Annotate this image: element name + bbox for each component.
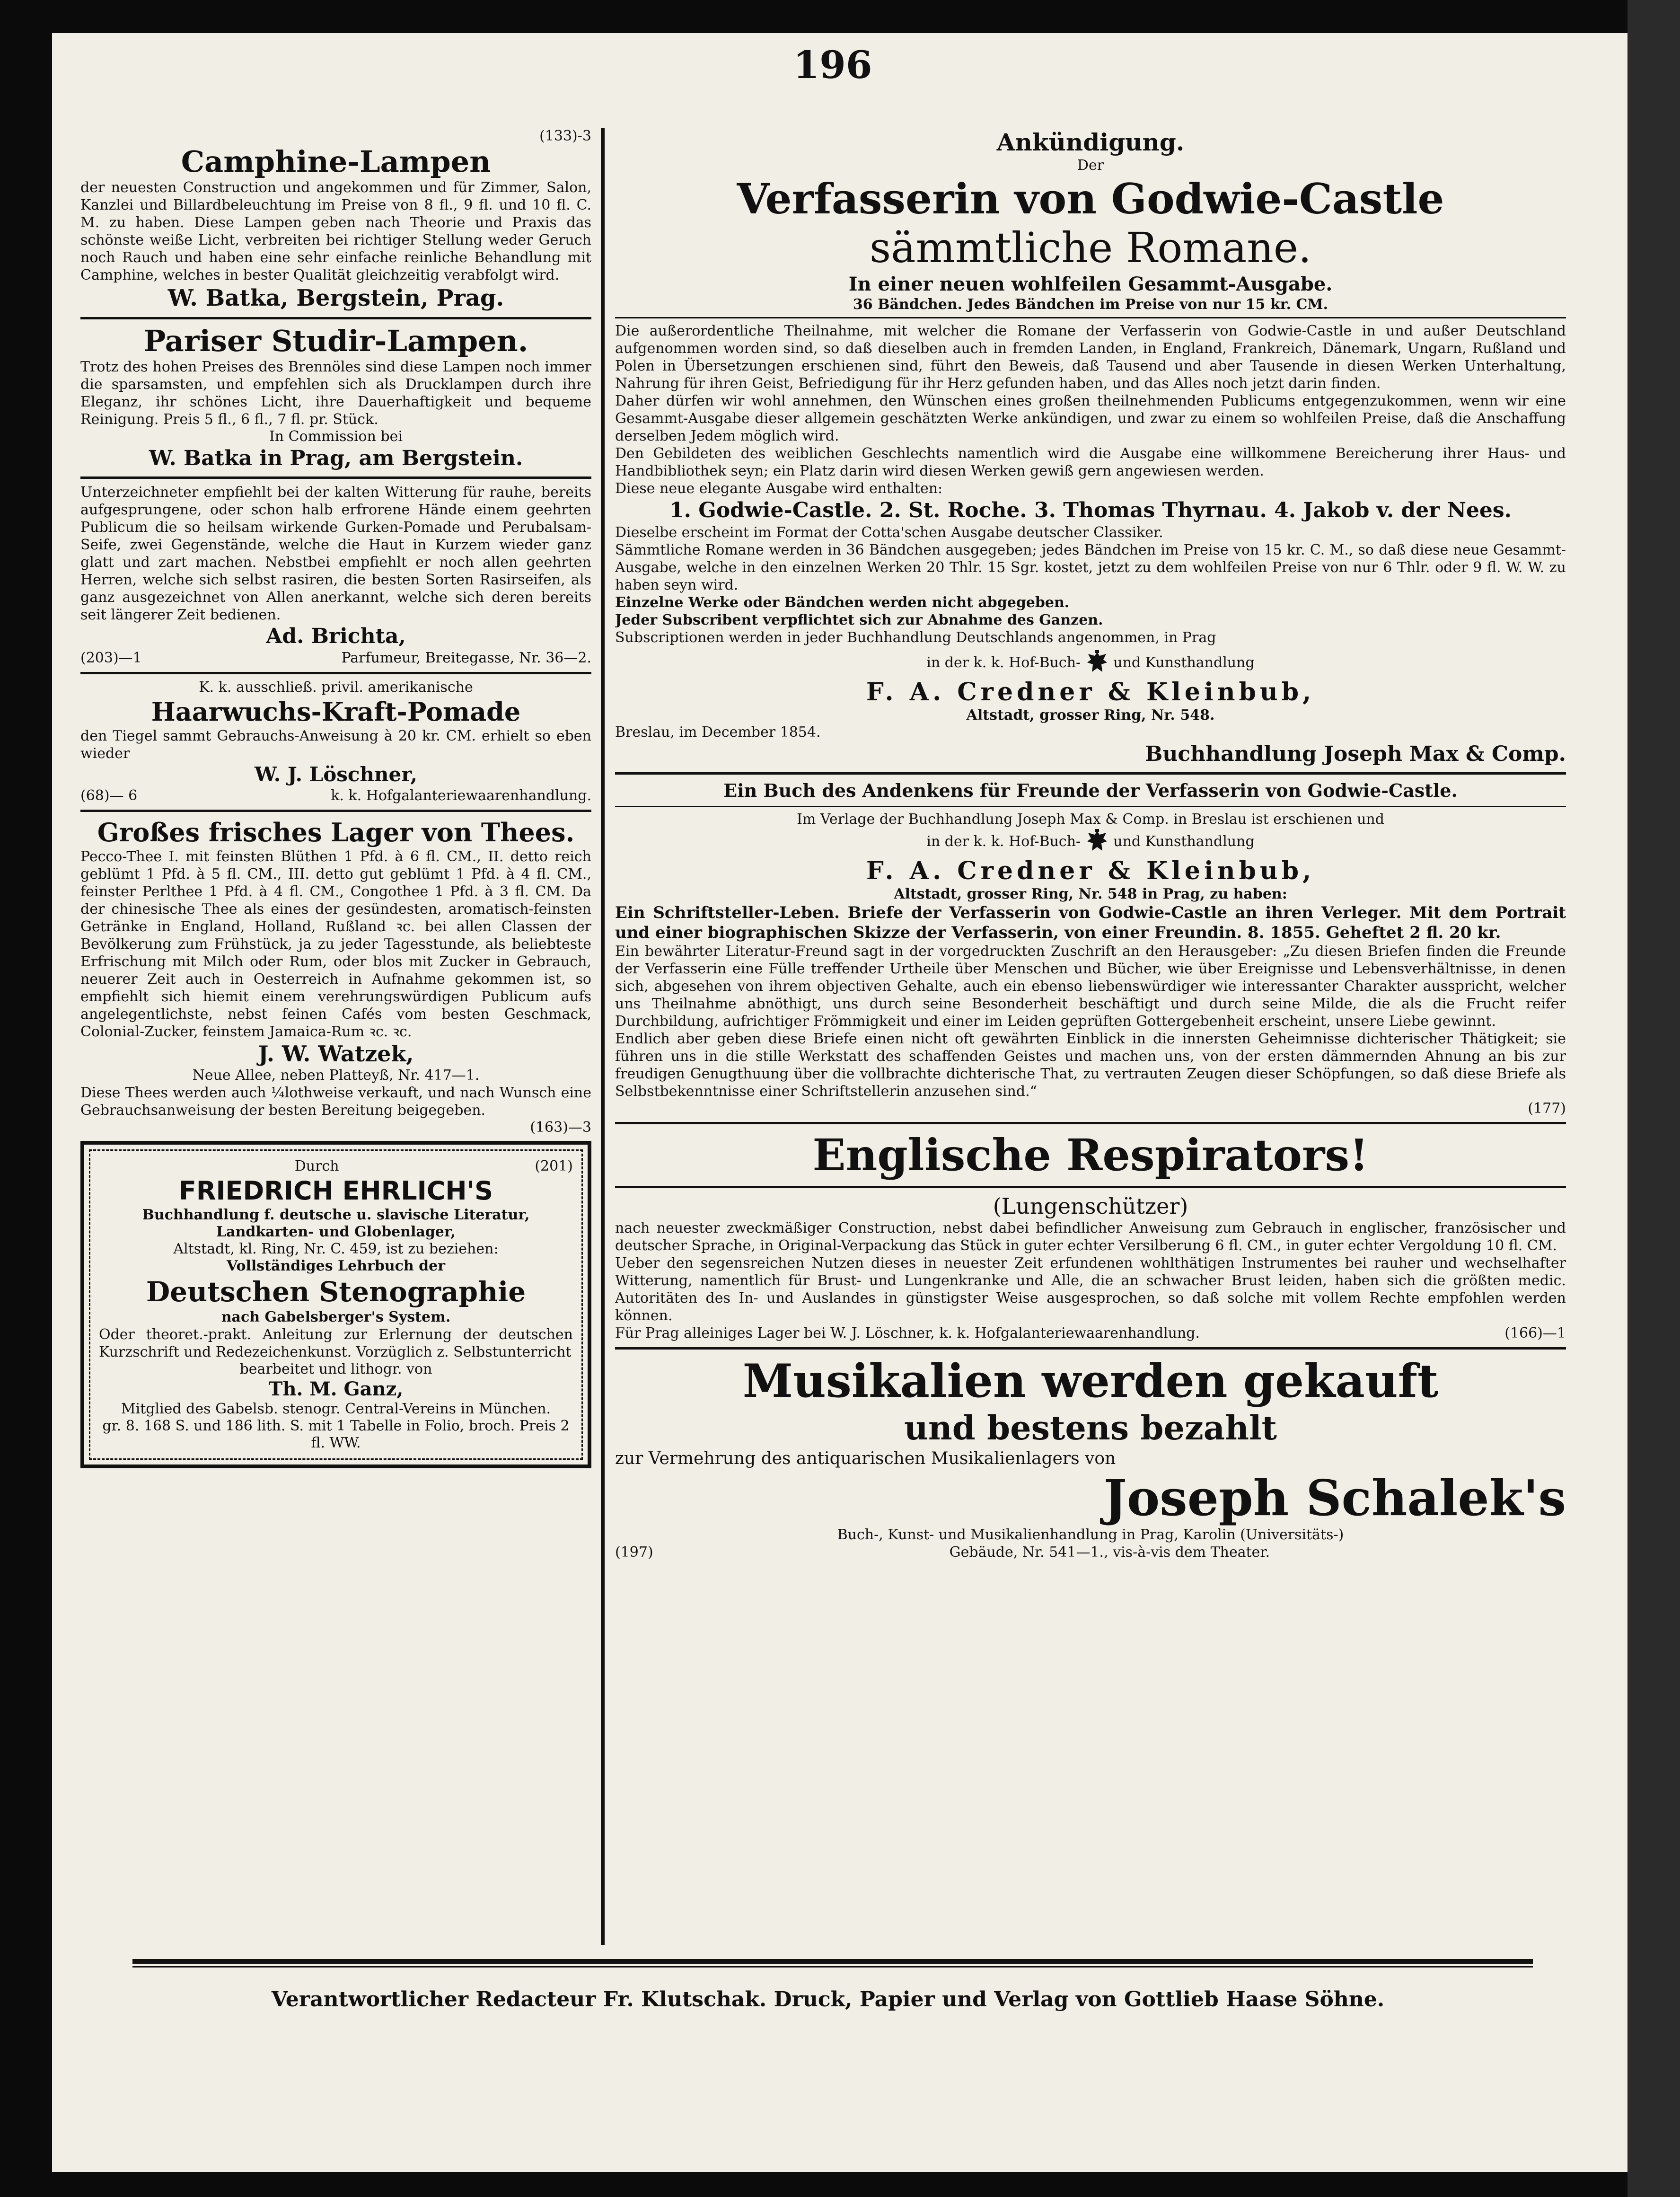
imprint-footer: Verantwortlicher Redacteur Fr. Klutschak. Druck, Papier und Verlag von Gottlieb Haase Söhne. — [271, 1987, 1385, 2012]
ad-shop: Buchhandlung f. deutsche u. slavische Literatur, Landkarten- und Globenlager, — [142, 1207, 530, 1240]
ad-author-pre: bearbeitet und lithogr. von — [239, 1361, 432, 1377]
ad-haarwuchs — [80, 679, 591, 805]
footer-rule-thin — [132, 1966, 1533, 1968]
ad-ankuendigung — [615, 128, 1566, 768]
page-number: 196 — [793, 43, 872, 87]
divider — [80, 672, 591, 674]
ad-gurken-pomade — [80, 484, 591, 667]
ad-text: Oder theoret.-prakt. Anleitung zur Erlernung der deutschen Kurzschrift und Redezeichenkunst. Vorzüglich z. Selbstunterricht — [99, 1326, 573, 1360]
ad-head-row — [99, 1157, 573, 1175]
ad-title: Camphine-Lampen — [181, 144, 491, 179]
ad-text2: Mitglied des Gabelsb. stenogr. Central-Vereins in München. — [121, 1401, 551, 1417]
ad-place: Breslau, im December 1854. — [615, 724, 821, 741]
ad-verlag: Im Verlage der Buchhandlung Joseph Max & Comp. in Breslau ist erschienen und — [797, 811, 1384, 828]
ad-para: Ueber den segensreichen Nutzen dieses in neuester Zeit erfundenen wohlthätigen Instrumentes bei rauher und wechselhafter Witterung, namentlich für Brust- und Lungenkranke und Alle, die an schwacher Brust leiden, haben sich die größten medic. Autoritäten des In- und Auslandes in günstigster Weise ausgesprochen, so daß solche mit vollem Rechte empfohlen werden können. — [615, 1255, 1566, 1324]
ad-text: Trotz des hohen Preises des Brennöles sind diese Lampen noch immer die sparsamsten, und empfehlen sich als Drucklampen durch ihre Eleganz, ihr schönes Licht, ihre Dauerhaftigkeit und bequeme Reinigung. Preis 5 fl., 6 fl., 7 fl. pr. Stück. — [80, 359, 591, 428]
hof-right: und Kunsthandlung — [1113, 654, 1255, 671]
page-dark-edge — [1627, 0, 1680, 2197]
ad-footer-row — [615, 1544, 1566, 1562]
ad-para: Den Gebildeten des weiblichen Geschlechts namentlich wird die Ausgabe eine willkommene Bereicherung ihrer Haus- und Handbibliothek seyn; ein Platz darin wird diesen Werken gewiß gern angewiesen werden. — [615, 445, 1566, 479]
ad-text: der neuesten Construction und angekommen und für Zimmer, Salon, Kanzlei und Billardbeleuchtung im Preise von 8 fl., 9 fl. und 10 fl. C. M. zu haben. Diese Lampen geben nach Theorie und Praxis das schönste weiße Licht, verbreiten bei richtiger Stellung weder Geruch noch Rauch und haben eine sehr einfache reinliche Behandlung mit Camphine, welches in bester Qualität gleichzeitig verabfolgt wird. — [80, 179, 591, 283]
ad-footer-row — [80, 787, 591, 805]
ad-title: Deutschen Stenographie — [146, 1276, 526, 1308]
ad-headline-2: sämmtliche Romane. — [869, 223, 1312, 272]
left-column — [80, 128, 591, 1945]
ad-camphine — [80, 128, 591, 312]
ad-para: Endlich aber geben diese Briefe einen nicht oft gewährten Einblick in die innersten Geheimnisse dichterischer Thätigkeit; sie führen uns in die stille Werkstatt des schaffenden Geistes und machen uns, von der ersten dämmernden Ahnung an bis zur freudigen Genugthuung über die vollbrachte dichterische That, zu vertrauten Zeugen dieser Schöpfungen, so daß diese Briefe als Selbstbekenntnisse einer Schriftstellerin anzusehen sind.“ — [615, 1031, 1566, 1100]
ad-andenken — [615, 779, 1566, 1117]
ad-title: Englische Respirators! — [812, 1129, 1369, 1181]
ad-name: FRIEDRICH EHRLICH'S — [179, 1176, 493, 1206]
ad-firm: Ad. Brichta, — [266, 624, 406, 648]
ad-address: Altstadt, kl. Ring, Nr. C. 459, ist zu beziehen: — [173, 1241, 499, 1257]
divider — [615, 1186, 1566, 1188]
ad-para: Einzelne Werke oder Bändchen werden nicht abgegeben. — [615, 594, 1070, 611]
ad-footer-row — [615, 1324, 1566, 1342]
ad-firm: W. Batka, Bergstein, Prag. — [167, 285, 504, 311]
ad-headline: Verfasserin von Godwie-Castle — [737, 174, 1444, 223]
ad-para: Daher dürfen wir wohl annehmen, den Wünschen eines großen theilnehmenden Publicums entgegenzukommen, wenn wir eine Gesammt-Ausgabe dieser allgemein geschätzten Werke ankündigen, und zwar zu einem so wohlfeilen Preise, daß die Anschaffung derselben Jedem möglich wird. — [615, 393, 1566, 444]
ad-text: den Tiegel sammt Gebrauchs-Anweisung à 20 kr. CM. erhielt so eben wieder — [80, 728, 591, 762]
ad-firm: F. A. Credner & Kleinbub, — [866, 678, 1315, 706]
ad-ehrlich — [89, 1149, 583, 1460]
ad-title: Pariser Studir-Lampen. — [143, 324, 528, 358]
ad-ref: (177) — [1528, 1100, 1566, 1117]
ad-text: Pecco-Thee I. mit feinsten Blüthen 1 Pfd. à 6 fl. CM., II. detto reich geblümt 1 Pfd. à 5 fl. CM., III. detto gut geblümt 1 Pfd. à 4 fl. CM., feinster Perlthee 1 Pfd. à 4 fl. CM., Congothee 1 Pfd. à 3 fl. CM. Da der chinesische Thee als eines der gesündesten, aromatisch-feinsten Getränke in England, Holland, Rußland ꝛc. bei allen Classen der Bevölkerung zum Frühstück, ja zu jeder Tagesstunde, als beliebteste Erfrischung mit Milch oder Rum, oder blos mit Zucker in Gebrauch, neuerer Zeit auch in Oesterreich in Aufnahme gekommen ist, so empfiehlt sich hiemit einem verehrungswürdigen Publicum aufs angelegentlichste, nebst feinen Cafés vom besten Geschmack, Colonial-Zucker, feinstem Jamaica-Rum ꝛc. ꝛc. — [80, 848, 591, 1040]
ad-musikalien — [615, 1354, 1566, 1562]
ad-publisher: Buchhandlung Joseph Max & Comp. — [1145, 742, 1566, 766]
ad-ref: (166)—1 — [1504, 1325, 1566, 1341]
ad-firm: W. Batka in Prag, am Bergstein. — [149, 446, 523, 470]
ad-firm: F. A. Credner & Kleinbub, — [866, 856, 1315, 885]
ad-title: Großes frisches Lager von Thees. — [97, 817, 575, 847]
ad-durch: Durch — [294, 1158, 339, 1174]
ad-title: Haarwuchs-Kraft-Pomade — [151, 697, 521, 727]
ad-commission: In Commission bei — [269, 428, 403, 445]
column-divider — [601, 128, 605, 1945]
ad-para: Subscriptionen werden in jeder Buchhandlung Deutschlands angenommen, in Prag — [615, 629, 1216, 646]
ad-headline-3: In einer neuen wohlfeilen Gesammt-Ausgabe. — [848, 273, 1333, 295]
ad-firm: J. W. Watzek, — [258, 1041, 414, 1067]
ad-ref: (197) — [615, 1544, 653, 1561]
ad-name: Joseph Schalek's — [1103, 1469, 1566, 1527]
divider — [615, 1122, 1566, 1124]
ad-kicker: Ankündigung. — [996, 128, 1185, 156]
ad-address: Altstadt, grosser Ring, Nr. 548. — [966, 707, 1215, 724]
ad-sub: (Lungenschützer) — [993, 1193, 1188, 1219]
ad-address: Parfumeur, Breitegasse, Nr. 36—2. — [341, 650, 591, 666]
ad-der: Der — [1077, 157, 1104, 174]
ad-ehrlich-frame — [80, 1141, 591, 1468]
footer-rule — [132, 1959, 1533, 1964]
divider — [80, 810, 591, 812]
divider — [80, 476, 591, 479]
double-eagle-icon — [1085, 828, 1109, 856]
ad-para: Dieselbe erscheint im Format der Cotta'schen Ausgabe deutscher Classiker. — [615, 524, 1163, 541]
ad-title: Ein Buch des Andenkens für Freunde der Verfasserin von Godwie-Castle. — [723, 780, 1458, 801]
ad-firm: W. J. Löschner, — [255, 763, 417, 786]
ad-pariser-lampen — [80, 324, 591, 472]
ad-list: 1. Godwie-Castle. 2. St. Roche. 3. Thomas Thyrnau. 4. Jakob v. der Nees. — [669, 498, 1512, 522]
divider — [615, 1347, 1566, 1350]
ad-address-2: Gebäude, Nr. 541—1., vis-à-vis dem Theater. — [949, 1544, 1270, 1561]
ad-address: Altstadt, grosser Ring, Nr. 548 in Prag, zu haben: — [894, 886, 1287, 902]
ad-lager: Für Prag alleiniges Lager bei W. J. Löschner, k. k. Hofgalanteriewaarenhandlung. — [615, 1325, 1200, 1341]
right-column — [615, 128, 1566, 1945]
divider — [615, 806, 1566, 807]
ad-author: Th. M. Ganz, — [268, 1378, 404, 1400]
ad-thees — [80, 817, 591, 1136]
ad-ref: (68)— 6 — [80, 787, 138, 804]
hof-left: in der k. k. Hof-Buch- — [926, 833, 1081, 850]
hof-left: in der k. k. Hof-Buch- — [926, 654, 1081, 671]
ad-text3: gr. 8. 168 S. und 186 lith. S. mit 1 Tabelle in Folio, broch. Preis 2 fl. WW. — [102, 1418, 570, 1451]
ad-para: nach neuester zweckmäßiger Construction, nebst dabei befindlicher Anweisung zum Gebrauch in englischer, französischer und deutscher Sprache, in Original-Verpackung das Stück in guter echter Versilberung 6 fl. CM., in guter echter Vergoldung 10 fl. CM. — [615, 1220, 1566, 1254]
ad-address: Neue Allee, neben Platteyß, Nr. 417—1. — [192, 1067, 480, 1084]
ad-text: zur Vermehrung des antiquarischen Musikalienlagers von — [615, 1449, 1116, 1468]
hof-right: und Kunsthandlung — [1113, 833, 1255, 850]
hof-line — [615, 828, 1566, 856]
ad-respirators — [615, 1129, 1566, 1342]
ad-para: Jeder Subscribent verpflichtet sich zur Abnahme des Ganzen. — [615, 612, 1103, 628]
ad-para: Die außerordentliche Theilnahme, mit welcher die Romane der Verfasserin von Godwie-Castle in und außer Deutschland aufgenommen worden sind, so daß dieselben auch in fremden Landen, in England, Frankreich, Dänemark, Ungarn, Rußland und Polen in Übersetzungen erschienen sind, führt den Beweis, daß Tausend und aber Tausende in diesen Werken Unterhaltung, Nahrung für ihren Geist, Befriedigung für ihr Herz gefunden haben, und das Alles noch jetzt darin finden. — [615, 323, 1566, 392]
ad-ref: (201) — [535, 1158, 573, 1174]
divider — [615, 772, 1566, 775]
divider — [80, 317, 591, 319]
ad-para: Sämmtliche Romane werden in 36 Bändchen ausgegeben; jedes Bändchen im Preise von 15 kr. C. M., so daß diese neue Gesammt-Ausgabe, welche in den einzelnen Werken 20 Thlr. 15 Sgr. kostet, jetzt zu dem wohlfeilen Preise von nur 6 Thlr. oder 9 fl. W. W. zu haben seyn wird. — [615, 542, 1566, 593]
ad-para: Diese neue elegante Ausgabe wird enthalten: — [615, 480, 943, 497]
double-eagle-icon — [1085, 649, 1109, 678]
hof-line — [615, 649, 1566, 678]
ad-ref: (163)—3 — [530, 1119, 591, 1136]
ad-para: Ein bewährter Literatur-Freund sagt in der vorgedruckten Zuschrift an den Herausgeber: „Zu diesen Briefen finden die Freunde der Verfasserin eine Fülle treffender Urtheile über Menschen und Bücher, wie über Ereignisse und Lebensverhältnisse, in denen sich, abgesehen von ihrem objectiven Gehalte, auch ein ebenso liebenswürdiger wie interessanter Charakter ausspricht, welcher uns Theilnahme abnöthigt, uns durch seine Besonderheit beschäftigt und durch seine Milde, die als die Frucht reifer Durchbildung, aufrichtiger Frömmigkeit und einer im Leiden geprüften Gottergebenheit erscheint, unsere Liebe gewinnt. — [615, 943, 1566, 1030]
ad-sub: und bestens bezahlt — [904, 1408, 1277, 1447]
ad-note: Diese Thees werden auch ¼lothweise verkauft, und nach Wunsch eine Gebrauchsanweisung der besten Bereitung beigegeben. — [80, 1085, 591, 1119]
divider — [615, 317, 1566, 318]
ad-ref: (203)—1 — [80, 650, 142, 666]
ad-address: Buch-, Kunst- und Musikalienhandlung in Prag, Karolin (Universitäts-) — [837, 1526, 1344, 1543]
ad-address: k. k. Hofgalanteriewaarenhandlung. — [331, 787, 591, 804]
ad-headline-4: 36 Bändchen. Jedes Bändchen im Preise von nur 15 kr. CM. — [853, 296, 1328, 313]
ad-system: nach Gabelsberger's System. — [221, 1309, 451, 1325]
ad-title: Musikalien werden gekauft — [742, 1354, 1439, 1408]
ad-subtitle: Vollständiges Lehrbuch der — [226, 1258, 446, 1274]
ad-para: Ein Schriftsteller-Leben. Briefe der Verfasserin von Godwie-Castle an ihren Verleger. Mit dem Portrait und einer biographischen Skizze der Verfasserin, von einer Freundin. 8. 1855. Geheftet 2 fl. 20 kr. — [615, 903, 1566, 942]
ad-header: K. k. ausschließ. privil. amerikanische — [199, 679, 473, 696]
ad-text: Unterzeichneter empfiehlt bei der kalten Witterung für rauhe, bereits aufgesprungene, oder schon halb erfrorene Hände einem geehrten Publicum die so heilsam wirkende Gurken-Pomade und Perubalsam-Seife, zwei Gegenstände, welche die Haut in Kurzem wieder ganz glatt und zart machen. Nebstbei empfiehlt er noch allen geehrten Herren, welche sich selbst rasiren, die besten Sorten Rasirseifen, als ganz ausgezeichnet von Allen anerkannt, welche sich deren bereits seit längerer Zeit bedienen. — [80, 484, 591, 623]
ad-footer-row — [80, 649, 591, 667]
ad-ref: (133)-3 — [539, 128, 591, 144]
